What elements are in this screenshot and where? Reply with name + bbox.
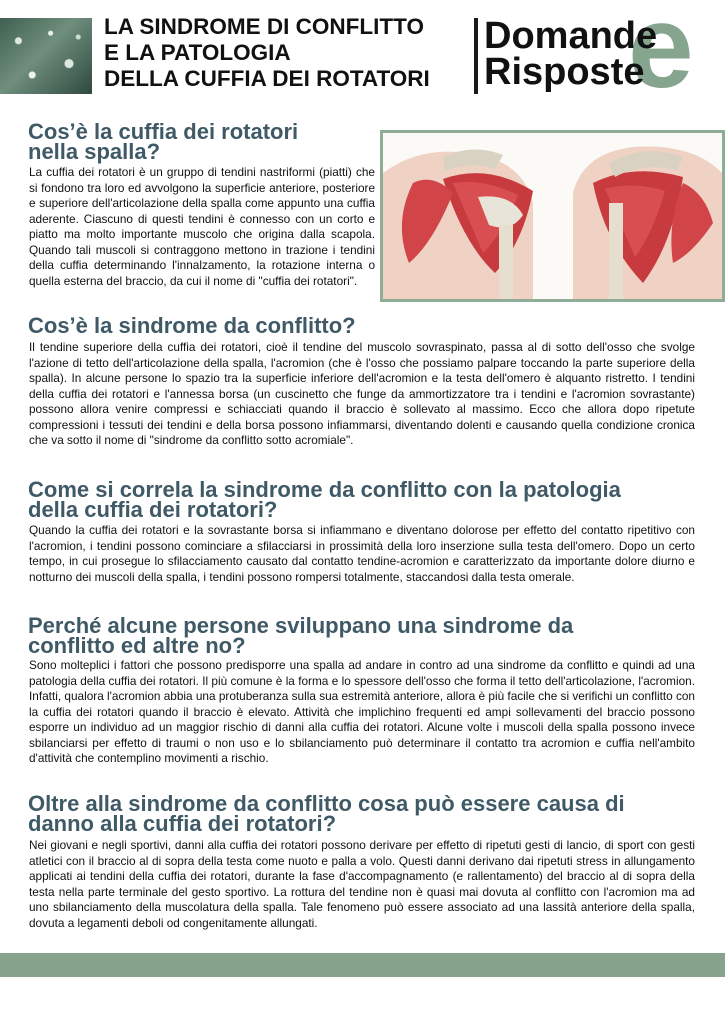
section-body: Il tendine superiore della cuffia dei rotatori, cioè il tendine del muscolo sovraspinato, passa al di sotto dell'osso che svolge l'azione di tetto dell'articolazione della spalla, l'acromion (che è l'osso che possiamo palpare toccando la parte superiore della spalla). In alcune persone lo spazio tra la superficie inferiore dell'acromion e la testa dell'omero è alquanto ristretto. I tendini della cuffia dei rotatori e l'annessa borsa (un cuscinetto che funge da ammortizzatore tra i tendini e l'acromion sovrastante) possono allora venire compressi e schiacciati quando il braccio è sollevato al massimo. Ecco che allora dopo ripetute compressioni i tessuti dei tendini e della borsa possono infiammarsi, diventando dolenti e causando quella condizione cronica che va sotto il nome di "sindrome da conflitto sotto acromiale". [29,340,695,447]
shoulder-anatomy-icon [383,133,722,299]
section-heading-line: Come si correla la sindrome da conflitto con la patologia [28,477,621,502]
section-heading-line: Cos’è la cuffia dei rotatori [28,119,299,144]
section-heading [28,119,299,164]
brand-line: Domande [484,15,658,57]
section-heading [28,613,574,658]
section-heading [28,791,625,836]
header-divider [474,18,478,94]
section-heading [28,477,621,522]
section-body: Sono molteplici i fattori che possono predisporre una spalla ad andare in contro ad una sindrome da conflitto e quindi ad una patologia della cuffia dei rotatori. Il più comune è la forma e lo spessore dell'osso che forma il tetto dell'articolazione, l'acromion. Infatti, qualora l'acromion abbia una protuberanza sulla sua estremità anteriore, allora è più facile che si verifichi un conflitto con la cuffia dei rotatori quando il braccio è elevato. Attività che implichino frequenti ed ampi sollevamenti del braccio possono esporre un individuo ad un maggior rischio di danni alla cuffia dei rotatori. Alcune volte i muscoli della spalla possono invece sbilanciarsi per effetto di traumi o non uso e lo sbilanciamento può determinare il contatto tra acromion e cuffia nell'ambito d'attività che contemplino movimenti a rischio. [29,658,695,765]
section-heading-line: Oltre alla sindrome da conflitto cosa può essere causa di [28,791,625,816]
page-title-line: LA SINDROME DI CONFLITTO [104,14,424,39]
section-body: Quando la cuffia dei rotatori e la sovrastante borsa si infiammano e diventano dolorose per effetto del contatto ripetitivo con l'acromion, i tendini possono cominciare a sfilacciarsi in prossimità della loro inserzione sulla testa dell'omero. Dopo un certo tempo, in cui prosegue lo sfilacciamento causato dal contatto tendine-acromion e caratterizzato da importante dolore diurno e notturno dei muscoli della spalla, i tendini possono rompersi totalmente, staccandosi dalla testa omerale. [29,523,695,584]
page-title-line: E LA PATOLOGIA [104,40,291,65]
brand-logo [484,15,658,93]
section-heading-line: Perché alcune persone sviluppano una sindrome da [28,613,574,638]
section-heading [28,313,356,338]
section-heading-line: danno alla cuffia dei rotatori? [28,811,337,836]
section-heading-line: della cuffia dei rotatori? [28,497,278,522]
page-title-line: DELLA CUFFIA DEI ROTATORI [104,66,430,91]
section-heading-line: conflitto ed altre no? [28,633,246,658]
shoulder-anatomy-figure [380,130,725,302]
section-body: La cuffia dei rotatori è un gruppo di tendini nastriformi (piatti) che si fondono tra loro ed avvolgono la superficie anteriore, posteriore e superiore dell'articolazione della spalla come appunto una cuffia aderente. Ciascuno di questi tendini è connesso con un corto e piatto ma molto importante muscolo che origina dalla scapola. Quando tali muscoli si contraggono mettono in trazione i tendini della cuffia determinando l'innalzamento, la rotazione interna o quella esterna del braccio, da cui il nome di "cuffia dei rotatori". [29,165,375,288]
page-title [104,14,474,92]
brand-logo-letter: e [628,0,694,113]
section-body: Nei giovani e negli sportivi, danni alla cuffia dei rotatori possono derivare per effetto di ripetuti gesti di lancio, di sport con gesti atletici con il braccio al di sopra della testa come nuoto e palla a volo. Questi danni derivano dai ripetuti stress in allungamento applicati ai tendini della cuffia dei rotatori, durante la fase d'accompagnamento (e rallentamento) del braccio al di sopra della testa nella parte terminale del gesto sportivo. La rottura del tendine non è quasi mai dovuta al conflitto con l'acromion ma ad uno sbilanciamento della muscolatura della spalla. Tale fenomeno può essere associato ad una lassità anteriore della spalla, dovuta a legamenti deboli od congenitamente allungati. [29,838,695,930]
section-heading-line: nella spalla? [28,139,161,164]
section-heading-line: Cos’è la sindrome da conflitto? [28,313,356,338]
header-decorative-image [0,18,92,94]
footer-bar [0,953,725,977]
brand-line: Risposte [484,51,645,93]
